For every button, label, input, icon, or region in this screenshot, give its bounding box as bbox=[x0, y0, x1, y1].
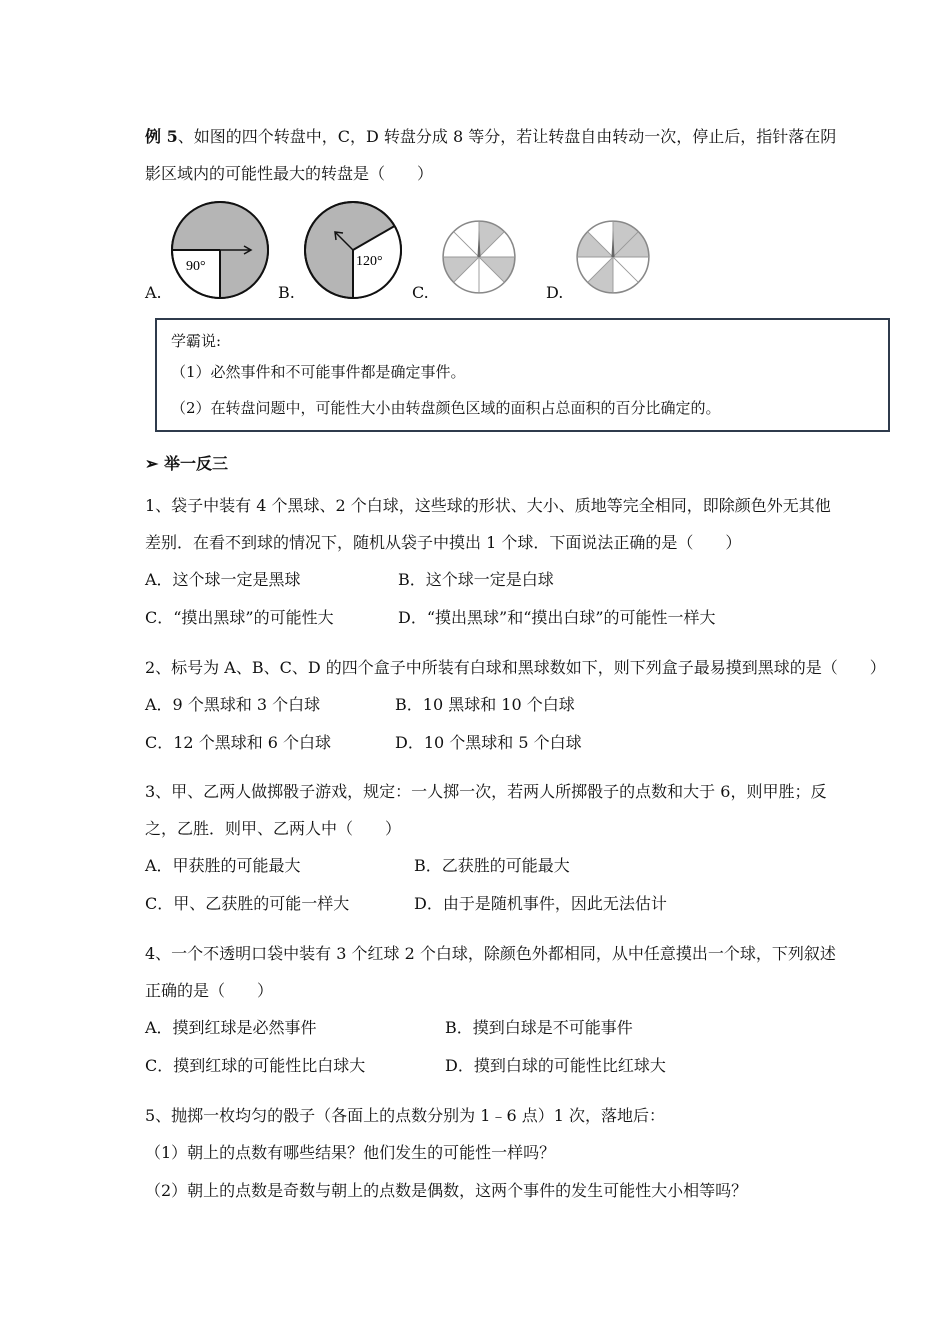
q4-option-a: A．摸到红球是必然事件 bbox=[145, 1018, 317, 1037]
example-5-line-1: 例 5、如图的四个转盘中，C，D 转盘分成 8 等分，若让转盘自由转动一次，停止后，指针落在阴 bbox=[145, 127, 837, 146]
arrow-bullet-icon: ➢ bbox=[145, 454, 159, 473]
q3-option-d: D．由于是随机事件，因此无法估计 bbox=[414, 894, 667, 913]
spinner-b bbox=[303, 200, 403, 300]
angle-label-b: 120° bbox=[356, 254, 383, 269]
section-heading: ➢ 举一反三 bbox=[145, 454, 228, 473]
q5-sub-2: （2）朝上的点数是奇数与朝上的点数是偶数，这两个事件的发生可能性大小相等吗？ bbox=[145, 1181, 748, 1200]
example-label: 例 5 bbox=[145, 127, 178, 146]
q1-option-a: A．这个球一定是黑球 bbox=[145, 570, 301, 589]
example-5-line-2: 影区域内的可能性最大的转盘是（ ） bbox=[145, 164, 434, 183]
q5-line-1: 5、抛掷一枚均匀的骰子（各面上的点数分别为 1﹣6 点）1 次，落地后： bbox=[145, 1106, 665, 1125]
option-a-label: A. bbox=[145, 283, 162, 302]
q4-option-c: C．摸到红球的可能性比白球大 bbox=[145, 1056, 366, 1075]
q2-option-b: B．10 黑球和 10 个白球 bbox=[395, 695, 575, 714]
option-b-label: B. bbox=[278, 283, 295, 302]
q4-option-b: B．摸到白球是不可能事件 bbox=[445, 1018, 633, 1037]
q3-line-1: 3、甲、乙两人做掷骰子游戏，规定：一人掷一次，若两人所掷骰子的点数和大于 6，则甲胜；反 bbox=[145, 782, 827, 801]
tip-box bbox=[155, 318, 890, 432]
q2-option-d: D．10 个黑球和 5 个白球 bbox=[395, 733, 582, 752]
q4-line-2: 正确的是（ ） bbox=[145, 981, 274, 1000]
q5-sub-1: （1）朝上的点数有哪些结果？他们发生的可能性一样吗？ bbox=[145, 1143, 556, 1162]
q2-line-1: 2、标号为 A、B、C、D 的四个盒子中所装有白球和黑球数如下，则下列盒子最易摸到黑球的是（ ） bbox=[145, 658, 886, 677]
spinner-c bbox=[440, 218, 518, 296]
q1-option-c: C．“摸出黑球”的可能性大 bbox=[145, 608, 334, 627]
tip-title: 学霸说: bbox=[171, 332, 222, 350]
q1-option-b: B．这个球一定是白球 bbox=[398, 570, 554, 589]
spinner-d bbox=[574, 218, 652, 296]
q3-option-a: A．甲获胜的可能最大 bbox=[145, 856, 301, 875]
q2-option-c: C．12 个黑球和 6 个白球 bbox=[145, 733, 332, 752]
tip-point-1: （1）必然事件和不可能事件都是确定事件。 bbox=[171, 363, 466, 381]
tip-point-2: （2）在转盘问题中，可能性大小由转盘颜色区域的面积占总面积的百分比确定的。 bbox=[171, 399, 721, 417]
option-c-label: C. bbox=[412, 283, 429, 302]
option-d-label: D. bbox=[546, 283, 564, 302]
q1-option-d: D．“摸出黑球”和“摸出白球”的可能性一样大 bbox=[398, 608, 716, 627]
q1-line-1: 1、袋子中装有 4 个黑球、2 个白球，这些球的形状、大小、质地等完全相同，即除颜色外无其他 bbox=[145, 496, 831, 515]
q3-option-c: C．甲、乙获胜的可能一样大 bbox=[145, 894, 350, 913]
q4-option-d: D．摸到白球的可能性比红球大 bbox=[445, 1056, 666, 1075]
q3-option-b: B．乙获胜的可能最大 bbox=[414, 856, 570, 875]
q1-line-2: 差别．在看不到球的情况下，随机从袋子中摸出 1 个球．下面说法正确的是（ ） bbox=[145, 533, 742, 552]
q3-line-2: 之，乙胜．则甲、乙两人中（ ） bbox=[145, 819, 402, 838]
angle-label-a: 90° bbox=[186, 259, 206, 274]
spinner-a bbox=[170, 200, 270, 300]
q4-line-1: 4、一个不透明口袋中装有 3 个红球 2 个白球，除颜色外都相同，从中任意摸出一个球，下列叙述 bbox=[145, 944, 836, 963]
q2-option-a: A．9 个黑球和 3 个白球 bbox=[145, 695, 321, 714]
